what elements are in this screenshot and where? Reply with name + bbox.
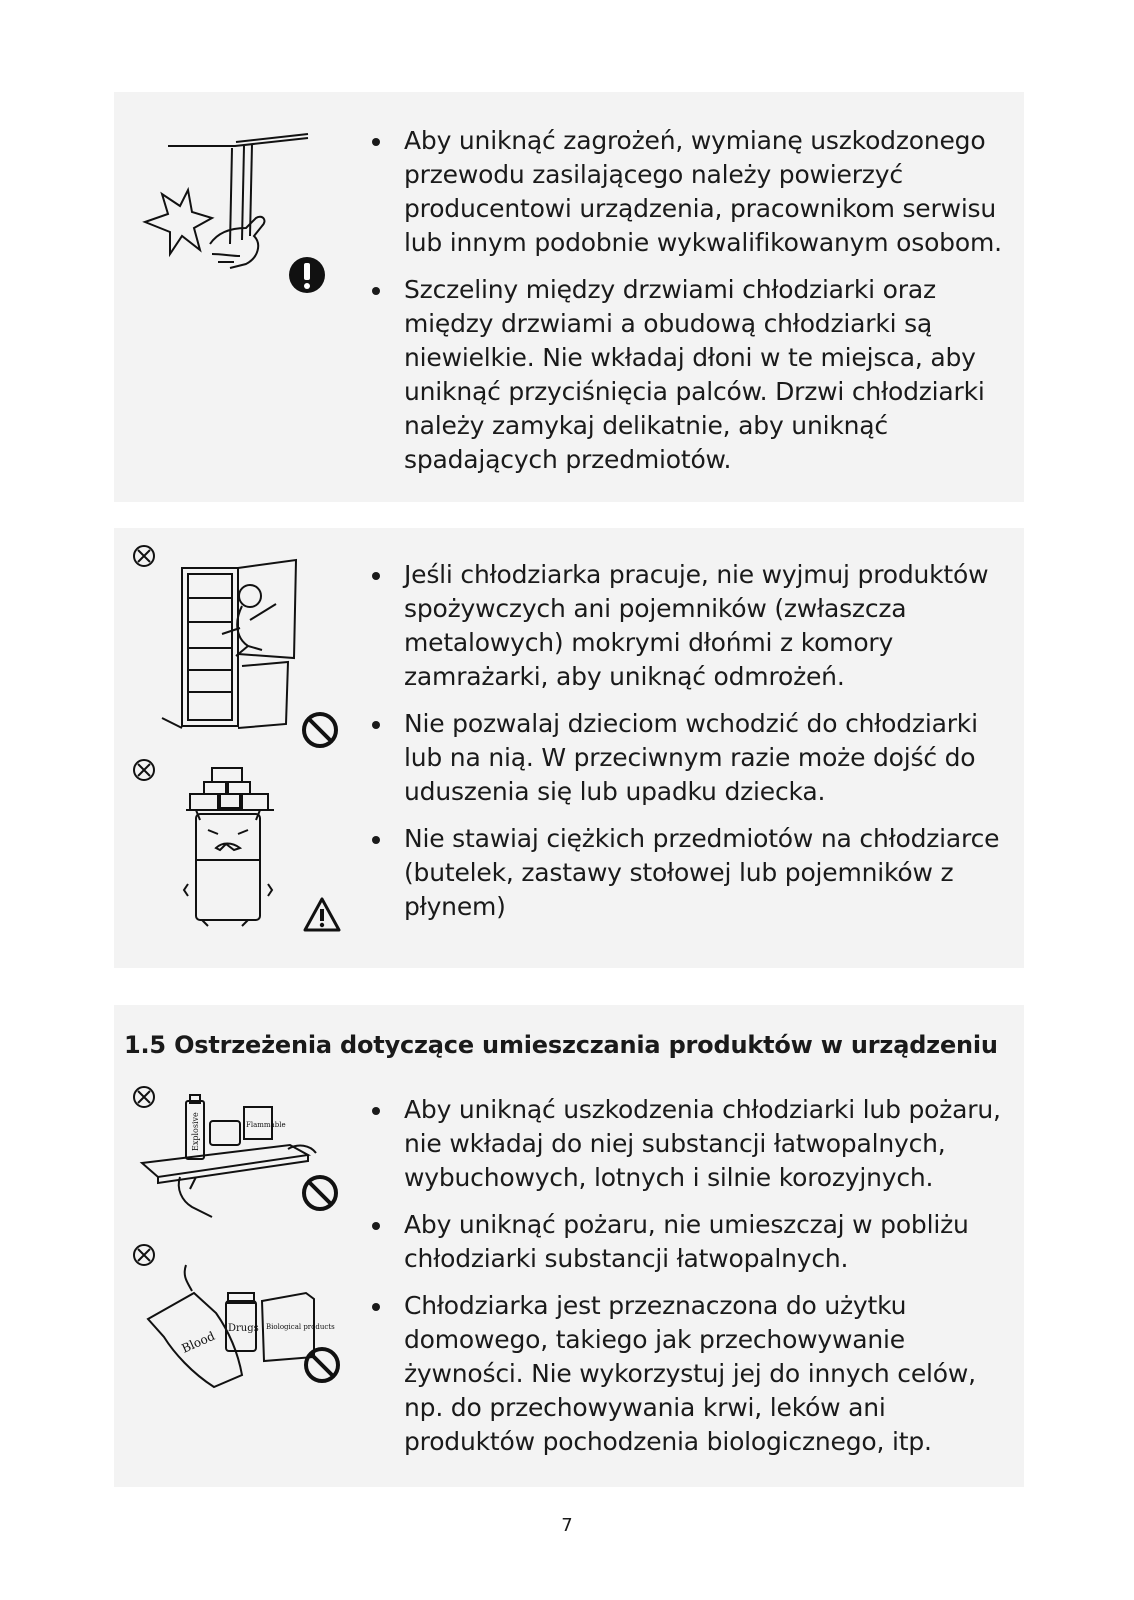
page-number: 7: [561, 1515, 573, 1536]
flammable-substances-shelf-illustration: [140, 1093, 320, 1223]
blood-drugs-biological-illustration: [144, 1263, 335, 1393]
section-title: 1.5 Ostrzeżenia dotyczące umieszczania produktów w urządzeniu: [124, 1031, 998, 1059]
prohibited-cross-icon: [132, 544, 156, 568]
bullet-list: [372, 1093, 1012, 1472]
bullet-item: Nie pozwalaj dzieciom wchodzić do chłodziarki lub na nią. W przeciwnym razie może dojść do uduszenia się lub upadku dziecka.: [372, 707, 1012, 809]
bullet-item: Nie stawiaj ciężkich przedmiotów na chłodziarce (butelek, zastawy stołowej lub pojemników z płynem): [372, 822, 1012, 924]
mandatory-action-icon: [288, 256, 326, 294]
door-pinch-illustration: [140, 132, 290, 272]
bullet-item: Aby uniknąć uszkodzenia chłodziarki lub pożaru, nie wkładaj do niej substancji łatwopalnych, wybuchowych, lotnych i silnie korozyjnych.: [372, 1093, 1012, 1195]
drugs-label: Drugs: [228, 1323, 259, 1334]
bullet-item: Aby uniknąć zagrożeń, wymianę uszkodzonego przewodu zasilającego należy powierzyć producentowi urządzenia, pracownikom serwisu lub innym podobnie wykwalifikowanym osobom.: [372, 124, 1012, 260]
bullet-item: Jeśli chłodziarka pracuje, nie wyjmuj produktów spożywczych ani pojemników (zwłaszcza metalowych) mokrymi dłońmi z komory zamrażarki, aby uniknąć odmrożeń.: [372, 558, 1012, 694]
biological-products-label: Biological products: [266, 1323, 335, 1331]
warning-section-3: [114, 1005, 1024, 1487]
bullet-item: Szczeliny między drzwiami chłodziarki oraz między drzwiami a obudową chłodziarki są niewielkie. Nie wkładaj dłoni w te miejsca, aby uniknąć przyciśnięcia palców. Drzwi chłodziarki należy zamykaj delikatnie, aby uniknąć spadających przedmiotów.: [372, 273, 1012, 477]
explosive-label: Explosive: [191, 1112, 200, 1151]
caution-triangle-icon: [302, 896, 342, 934]
bullet-item: Chłodziarka jest przeznaczona do użytku domowego, takiego jak przechowywanie żywności. Nie wykorzystuj jej do innych celów, np. do przechowywania krwi, leków ani produktów pochodzenia biologicznego, itp.: [372, 1289, 1012, 1459]
flammable-label: Flammable: [246, 1121, 286, 1129]
bullet-list: [372, 558, 1012, 937]
blood-label: Blood: [179, 1328, 218, 1356]
heavy-objects-fridge-illustration: [182, 764, 282, 932]
bullet-list: [372, 124, 1012, 490]
child-climbing-fridge-illustration: [158, 558, 308, 738]
warning-section-1: [114, 92, 1024, 502]
prohibited-cross-icon: [132, 758, 156, 782]
prohibited-icon: [302, 1345, 342, 1385]
prohibited-icon: [300, 1173, 340, 1213]
warning-section-2: [114, 528, 1024, 968]
bullet-item: Aby uniknąć pożaru, nie umieszczaj w pobliżu chłodziarki substancji łatwopalnych.: [372, 1208, 1012, 1276]
prohibited-icon: [300, 710, 340, 750]
